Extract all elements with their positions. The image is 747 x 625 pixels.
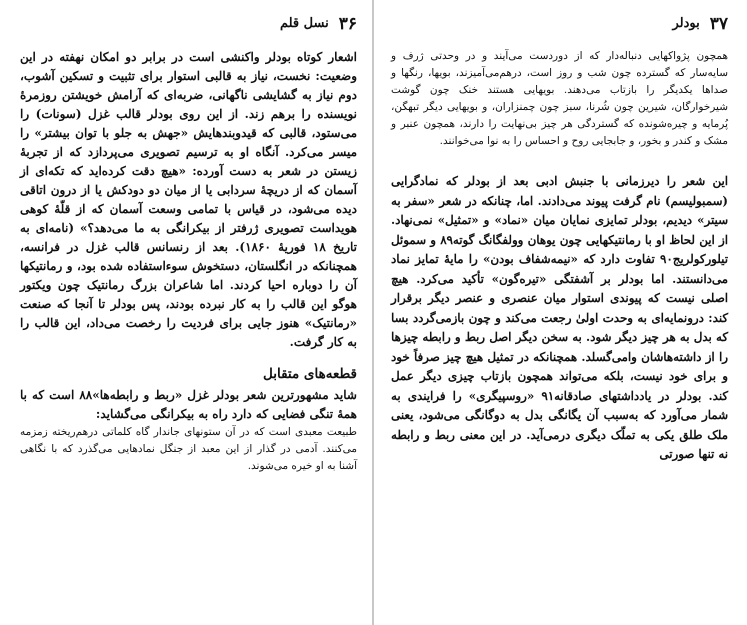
left-page-running-title: نسل قلم (279, 16, 329, 31)
left-page (0, 0, 373, 625)
left-poem-quote: طبیعت معبدی است که در آن ستونهای جاندار گاه کلماتی درهم‌ریخته زمزمه می‌کنند. آدمی در گذار از این معبد از جنگل نمادهایی می‌گذرد که با نگاهی آشنا به او خیره می‌شوند. (20, 426, 357, 472)
left-page-header (20, 14, 357, 34)
right-poem-quote: همچون پژواکهایی دنباله‌دار که از دوردست می‌آیند و در وحدتی ژرف و سایه‌سار که گسترده چون شب و روز است، درهم‌می‌آمیزند، بویها، رنگها و صداها یکدیگر را بازتاب می‌دهند. بویهایی هستند خنک چون گوشت شیرخوارگان، شیرین چون شُرنا، سبز چون چمنزاران، و بویهایی دیگر تبهگن، پُرمایه و چیره‌شونده که گستردگی هر چیز بی‌نهایت را دارند، همچون عنبر و مشک و کندر و بخور، و جابجایی روح و احساس را به نوا می‌خوانند. (391, 50, 728, 147)
right-paragraph-1: این شعر را دیرزمانی با جنبش ادبی بعد از بودلر که نمادگرایی (سمبولیسم) نام گرفت پیوند می‌دادند. اما، چنانکه در شعر «سفر به سیتر» دیدیم، بودلر تمایزی نمایان میان «نماد» و «تمثیل» نمی‌نهاد. از این لحاظ او با رمانتیکهایی چون یوهان وولفگانگ گوته۸۹ و سموئل تیلورکولریج۹۰ تفاوت دارد که «نیمه‌شفاف بودن» را مایهٔ تمایز نماد می‌دانستند. اما بودلر بر آشفتگی «تیره‌گون» تأکید می‌کرد. هیچ اصلی نیست که پیوندی استوار میان عنصری و عنصر دیگر برقرار کند: درونمایه‌ای به وحدت اولیٰ رجعت می‌کند و چون بازمی‌گردد بسا که بدل به هر چیز دیگر شود. به سخن دیگر اصل ربط و رابطه چیزها را از داشته‌هاشان وامی‌گسلد. همچنانکه در تمثیل هیچ چیز صرفاً خود و برای خود نیست، بلکه می‌تواند همچون بازتاب چیزی دیگر عمل کند. بودلر در یادداشتهای صادقانه۹۱ «روسپیگری» را فرایندی به شمار می‌آورد که به‌سبب آن یگانگی بدل به دوگانگی می‌شود، یعنی ملک طلق یکی به تملّک دیگری درمی‌آید. در این معنی ربط و رابطه نه تنها صورتی (391, 174, 728, 461)
section-heading: قطعه‌های متقابل (262, 366, 357, 382)
left-page-number: ۳۶ (338, 14, 357, 34)
left-paragraph-1: اشعار کوتاه بودلر واکنشی است در برابر دو امکان نهفته در این وضعیت: نخست، نیاز به قالبی استوار برای تثبیت و تسکین آشوب، دوم نیاز به گشایشی ناگهانی، ضربه‌ای که آرامش خویشتن روزمرهٔ نویسنده را برهم زند. از این روی بودلر قالب غزل (سونات) را می‌ستود، قالبی که قیدوبندهایش «جهش به جلو با توان بیشتر» را میسر می‌کرد. آنگاه او به ترسیم تصویری می‌پردازد که از تجربهٔ زیستن در شعر به دست آورده: «هیچ دقت کرده‌اید که تکه‌ای از آسمان که از دریچهٔ سردابی یا از میان دو دودکش یا از درون اتاقی دیده می‌شود، در قیاس با تمامی وسعت آسمان که از قلّهٔ کوهی هویداست تصویری ژرفتر از بیکرانگی به ما می‌دهد؟» (نامه‌ای به تاریخ ۱۸ فوریهٔ ۱۸۶۰). بعد از رنسانس قالب غزل در فرانسه، همچنانکه در انگلستان، دستخوش سوءاستفاده شده بود، و رمانتیکها آن را دوباره احیا کردند. اما شاعران بزرگ رمانتیک چون ویکتور هوگو این قالب را به کار نبرده بودند، پس بودلر تا آنجا که صنعت «رمانتیک» هنوز جایی برای فردیت را رخصت می‌داد، این قالب را به کار گرفت. (20, 50, 357, 349)
right-page (373, 0, 746, 625)
right-page-number: ۳۷ (709, 14, 728, 34)
left-paragraph-2: شاید مشهورترین شعر بودلر غزل «ربط و رابطه‌ها»۸۸ است که با همهٔ تنگی فضایی که دارد راه به بیکرانگی می‌گشاید: (20, 388, 357, 421)
right-page-header (391, 14, 728, 34)
right-page-running-title: بودلر (672, 16, 700, 31)
